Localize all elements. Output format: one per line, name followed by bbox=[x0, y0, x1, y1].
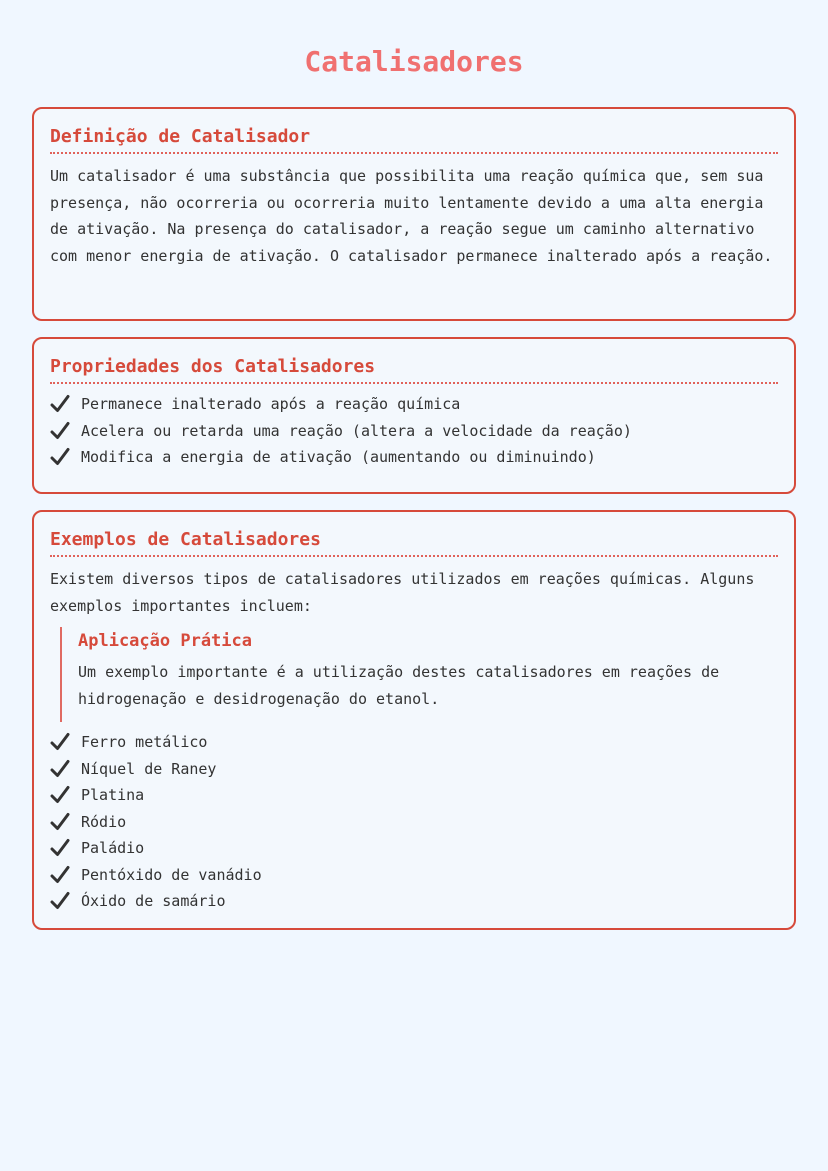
example-item bbox=[50, 835, 778, 862]
example-item bbox=[50, 782, 778, 809]
property-item bbox=[50, 418, 778, 445]
examples-intro: Existem diversos tipos de catalisadores utilizados em reações químicas. Alguns exemplos importantes incluem: bbox=[50, 570, 755, 615]
example-label: Ferro metálico bbox=[81, 733, 208, 751]
definition-title: Definição de Catalisador bbox=[50, 125, 778, 154]
property-label: Permanece inalterado após a reação química bbox=[81, 395, 461, 413]
example-item bbox=[50, 888, 778, 915]
property-label: Acelera ou retarda uma reação (altera a velocidade da reação) bbox=[81, 421, 632, 440]
example-item bbox=[50, 809, 778, 836]
example-label: Níquel de Raney bbox=[81, 759, 217, 778]
definition-text: Um catalisador é uma substância que possibilita uma reação química que, sem sua presença, não ocorreria ou ocorreria muito lentamente devido a uma alta energia de ativação. Na presença do catalisador, a reação segue um caminho alternativo com menor energia de ativação. O catalisador permanece inalterado após a reação. bbox=[50, 167, 773, 265]
example-item bbox=[50, 729, 778, 756]
examples-title: Exemplos de Catalisadores bbox=[50, 528, 778, 557]
example-label: Ródio bbox=[81, 812, 127, 831]
check-icon bbox=[50, 732, 70, 752]
check-icon bbox=[50, 812, 70, 832]
property-item bbox=[50, 391, 778, 418]
example-label: Platina bbox=[81, 786, 145, 804]
callout-title: Aplicação Prática bbox=[78, 631, 252, 651]
example-label: Óxido de samário bbox=[81, 892, 226, 910]
callout-text: Um exemplo importante é a utilização destes catalisadores em reações de hidrogenação e desidrogenação do etanol. bbox=[78, 663, 720, 708]
examples-list bbox=[50, 729, 778, 915]
example-label: Pentóxido de vanádio bbox=[81, 865, 262, 884]
properties-list bbox=[50, 391, 778, 471]
check-icon bbox=[50, 838, 70, 858]
check-icon bbox=[50, 865, 70, 885]
practical-application-callout bbox=[60, 627, 778, 722]
properties-title: Propriedades dos Catalisadores bbox=[50, 355, 778, 384]
example-item bbox=[50, 756, 778, 783]
check-icon bbox=[50, 394, 70, 414]
check-icon bbox=[50, 421, 70, 441]
document-page bbox=[32, 0, 796, 910]
check-icon bbox=[50, 785, 70, 805]
properties-card bbox=[32, 337, 796, 494]
check-icon bbox=[50, 447, 70, 467]
property-item bbox=[50, 444, 778, 471]
definition-card bbox=[32, 107, 796, 321]
examples-card bbox=[32, 510, 796, 930]
example-label: Paládio bbox=[81, 839, 145, 857]
example-item bbox=[50, 862, 778, 889]
check-icon bbox=[50, 891, 70, 911]
property-label: Modifica a energia de ativação (aumentando ou diminuindo) bbox=[81, 448, 596, 466]
check-icon bbox=[50, 759, 70, 779]
page-title: Catalisadores bbox=[304, 45, 524, 78]
